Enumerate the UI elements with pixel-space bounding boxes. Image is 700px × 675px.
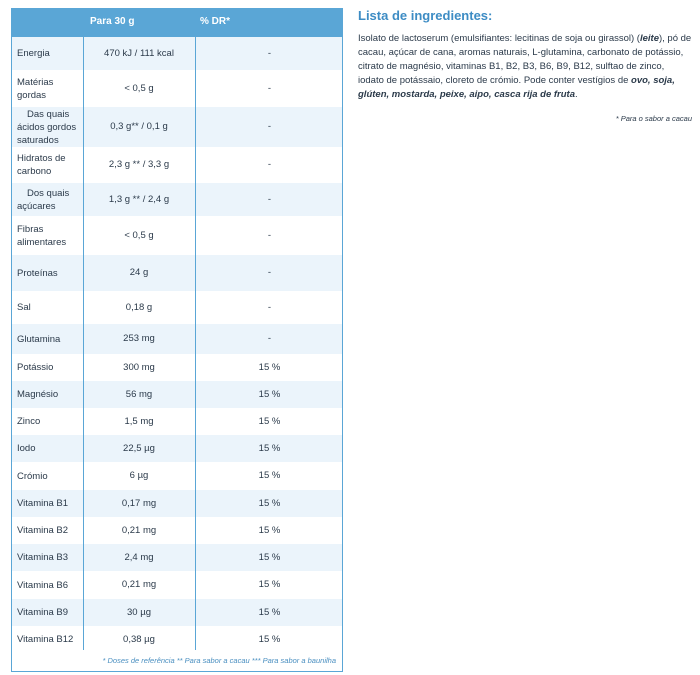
table-row (12, 626, 342, 653)
nutrient-dr: - (267, 333, 272, 344)
table-row (12, 408, 342, 435)
nutrient-value: 30 µg (127, 607, 151, 618)
nutrient-dr: 15 % (258, 607, 281, 618)
table-row (12, 435, 342, 462)
nutrient-name: Zinco (17, 416, 41, 427)
nutrient-name: Crómio (17, 471, 48, 482)
nutrient-name: Sal (17, 302, 31, 313)
header-dr: % DR* (200, 16, 231, 27)
table-row (12, 147, 342, 183)
nutrient-dr: 15 % (258, 416, 281, 427)
nutrition-table (11, 8, 343, 672)
nutrient-dr: - (267, 48, 272, 59)
table-row (12, 517, 342, 544)
table-row (12, 571, 342, 599)
nutrient-value: 2,4 mg (124, 552, 154, 563)
table-row (12, 544, 342, 571)
ingredients-note: * Para o sabor a cacau (615, 114, 692, 123)
nutrient-dr: - (267, 121, 272, 132)
column-divider-2 (195, 9, 196, 650)
table-row (12, 490, 342, 517)
table-row (12, 255, 342, 291)
nutrient-dr: 15 % (258, 389, 281, 400)
nutrient-value: 470 kJ / 111 kcal (104, 48, 174, 59)
nutrient-dr: 15 % (258, 634, 281, 645)
column-divider-1 (83, 9, 84, 650)
nutrient-dr: 15 % (258, 498, 281, 509)
table-row (12, 381, 342, 408)
ingredients-leite: leite (639, 33, 659, 44)
nutrient-value: 0,38 µg (123, 634, 155, 645)
nutrient-name: Vitamina B2 (17, 525, 69, 536)
ingredients-part-1: Isolato de lactoserum (emulsifiantes: lecitinas de soja ou girassol) ( (358, 33, 640, 44)
nutrient-value: 300 mg (123, 362, 155, 373)
nutrient-dr: - (267, 267, 272, 278)
table-row (12, 37, 342, 70)
nutrient-dr: 15 % (258, 362, 281, 373)
nutrient-name: Potássio (17, 362, 54, 373)
table-row (12, 183, 342, 216)
nutrient-value: 0,21 mg (121, 525, 157, 536)
nutrient-value: 0,17 mg (121, 498, 157, 509)
ingredients-text (358, 32, 692, 102)
nutrient-value: < 0,5 g (124, 230, 154, 241)
nutrient-name: Glutamina (17, 334, 61, 345)
nutrient-dr: - (267, 159, 272, 170)
nutrient-dr: - (267, 83, 272, 94)
nutrient-name: Vitamina B12 (17, 634, 74, 645)
nutrient-value: 0,21 mg (121, 579, 157, 590)
nutrient-value: 0,3 g** / 0,1 g (110, 121, 168, 132)
nutrient-name: Magnésio (17, 389, 59, 400)
nutrient-name: Proteínas (17, 268, 58, 279)
nutrient-value: 1,5 mg (124, 416, 154, 427)
nutrient-dr: 15 % (258, 552, 281, 563)
nutrient-dr: - (267, 230, 272, 241)
nutrient-name: Hidratos de carbono (17, 153, 66, 177)
nutrient-name: Vitamina B3 (17, 552, 69, 563)
table-row (12, 599, 342, 626)
table-row (12, 216, 342, 255)
ingredients-title: Lista de ingredientes: (358, 8, 493, 23)
ingredients-allergens: ovo, soja, glúten, mostarda, peixe, aipo, casca rija de fruta (358, 75, 675, 100)
table-row (12, 462, 342, 490)
nutrient-dr: 15 % (258, 579, 281, 590)
nutrient-value: 24 g (129, 267, 149, 278)
nutrient-value: 253 mg (123, 333, 155, 344)
table-footnote: * Doses de referência ** Para sabor a cacau *** Para sabor a baunilha (102, 656, 336, 665)
nutrient-name: Vitamina B1 (17, 498, 69, 509)
table-row (12, 107, 342, 147)
nutrient-dr: 15 % (258, 443, 281, 454)
table-header (12, 9, 342, 37)
nutrient-value: < 0,5 g (124, 83, 154, 94)
nutrient-name: Matérias gordas (17, 77, 54, 101)
table-row (12, 291, 342, 324)
nutrient-value: 0,18 g (125, 302, 153, 313)
nutrient-value: 1,3 g ** / 2,4 g (108, 194, 170, 205)
nutrient-name: Das quais ácidos gordos saturados (17, 109, 77, 146)
nutrient-name: Vitamina B6 (17, 580, 69, 591)
nutrient-value: 56 mg (125, 389, 153, 400)
nutrient-name: Fibras alimentares (17, 224, 67, 248)
table-row (12, 354, 342, 381)
nutrient-dr: - (267, 194, 272, 205)
nutrient-name: Dos quais açúcares (17, 188, 70, 212)
nutrient-dr: 15 % (258, 470, 281, 481)
table-row (12, 324, 342, 354)
nutrient-value: 6 µg (129, 470, 149, 481)
ingredients-end: . (575, 89, 578, 100)
header-amount: Para 30 g (90, 16, 135, 27)
ingredients-part-2: ), pó de cacau, açúcar de cana, aromas naturais, L-glutamina, carbonato de potássio, citrato de magnésio, vitaminas B1, B2, B3, B6, B9, B12, sulftao de zinco, iodato de potássaio, cloreto de crómio. Pode conter vestígios de (358, 33, 692, 86)
nutrient-name: Energia (17, 48, 50, 59)
nutrient-value: 22,5 µg (123, 443, 155, 454)
nutrient-name: Iodo (17, 443, 36, 454)
table-row (12, 70, 342, 107)
nutrient-value: 2,3 g ** / 3,3 g (108, 159, 170, 170)
nutrient-dr: - (267, 302, 272, 313)
nutrient-dr: 15 % (258, 525, 281, 536)
nutrient-name: Vitamina B9 (17, 607, 69, 618)
